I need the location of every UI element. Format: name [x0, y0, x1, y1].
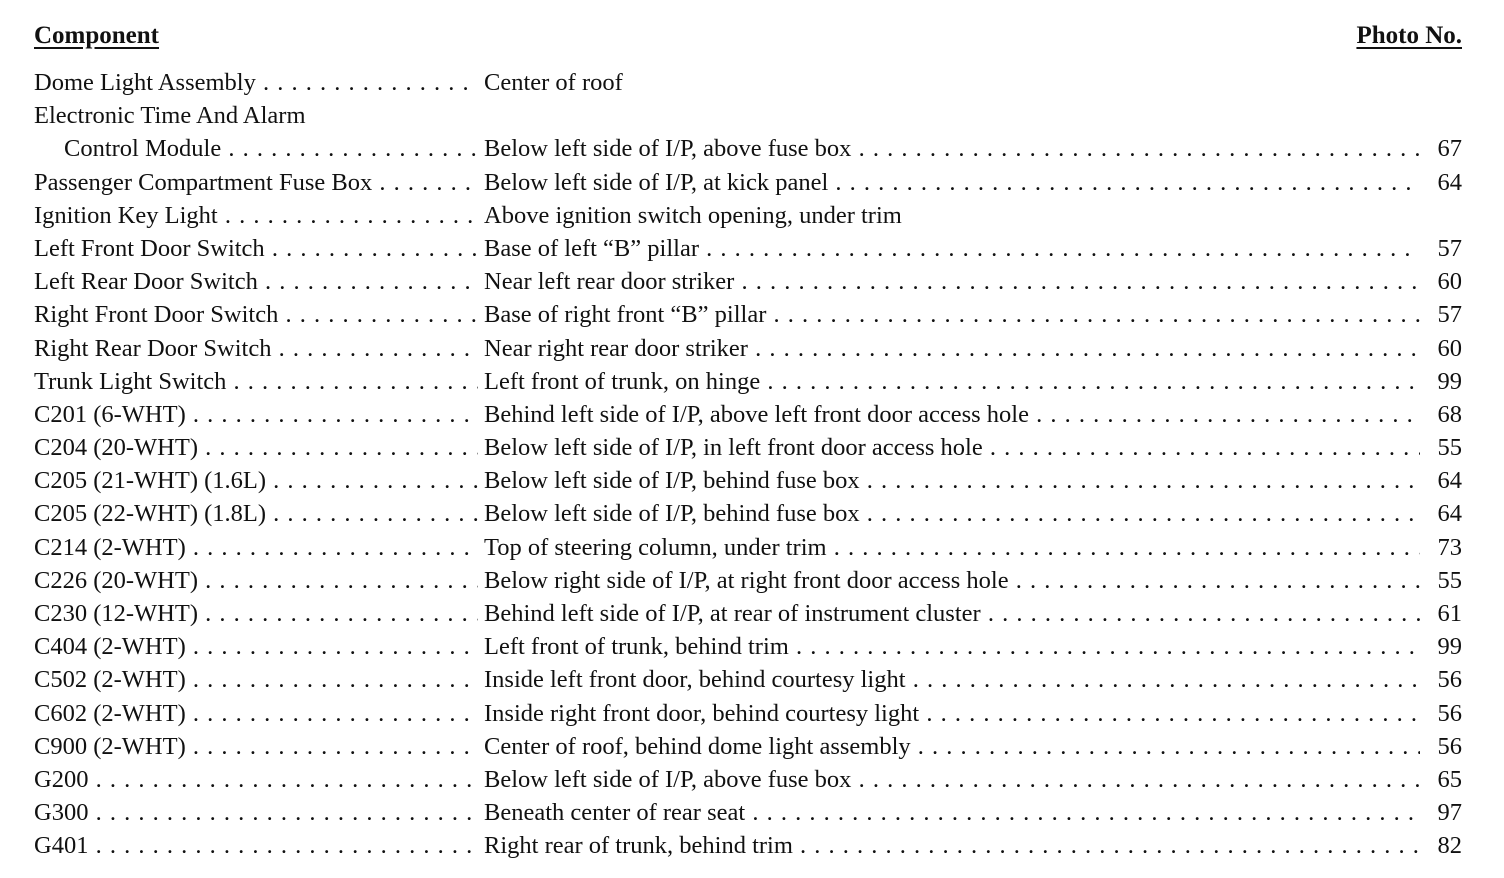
table-row: [34, 763, 1464, 796]
component-location: Near left rear door striker . . .: [484, 265, 1420, 298]
table-row: [34, 166, 1464, 199]
photo-number: 56: [1422, 697, 1462, 730]
table-row: [34, 99, 1464, 132]
table-row: [34, 132, 1464, 165]
component-location: Below left side of I/P, behind fuse box . . .: [484, 464, 1420, 497]
component-location: Below left side of I/P, above fuse box . . .: [484, 763, 1420, 796]
component-location: Inside right front door, behind courtesy light . . .: [484, 697, 1420, 730]
photo-number: 65: [1422, 763, 1462, 796]
table-row: [34, 697, 1464, 730]
component-name: C226 (20-WHT) . . .: [34, 564, 478, 597]
component-name: Trunk Light Switch . . .: [34, 365, 478, 398]
component-name: Left Front Door Switch . . .: [34, 232, 478, 265]
photo-number: 68: [1422, 398, 1462, 431]
photo-number: 64: [1422, 464, 1462, 497]
photo-number: 55: [1422, 431, 1462, 464]
component-location: Below left side of I/P, in left front door access hole . . .: [484, 431, 1420, 464]
component-location: Left front of trunk, on hinge . . .: [484, 365, 1420, 398]
component-name: C900 (2-WHT) . . .: [34, 730, 478, 763]
table-row: [34, 497, 1464, 530]
component-name: Left Rear Door Switch . . .: [34, 265, 478, 298]
component-name: Right Front Door Switch . . .: [34, 298, 478, 331]
table-row: [34, 630, 1464, 663]
photo-number: 60: [1422, 332, 1462, 365]
photo-number: 60: [1422, 265, 1462, 298]
component-location: Behind left side of I/P, above left front door access hole . . .: [484, 398, 1420, 431]
component-name: C201 (6-WHT) . . .: [34, 398, 478, 431]
component-name: Ignition Key Light . . .: [34, 199, 478, 232]
component-name: Passenger Compartment Fuse Box . . .: [34, 166, 478, 199]
table-row: [34, 663, 1464, 696]
table-row: [34, 398, 1464, 431]
photo-number: 82: [1422, 829, 1462, 862]
component-location: Below left side of I/P, behind fuse box . . .: [484, 497, 1420, 530]
component-location: Base of left “B” pillar . . .: [484, 232, 1420, 265]
table-row: [34, 564, 1464, 597]
table-row: [34, 199, 1464, 232]
component-location: Near right rear door striker . . .: [484, 332, 1420, 365]
component-name: C214 (2-WHT) . . .: [34, 531, 478, 564]
photo-number: 99: [1422, 630, 1462, 663]
photo-number: 57: [1422, 232, 1462, 265]
component-location: Center of roof, behind dome light assembly . . .: [484, 730, 1420, 763]
photo-number: 57: [1422, 298, 1462, 331]
table-row: [34, 332, 1464, 365]
component-name: C602 (2-WHT) . . .: [34, 697, 478, 730]
table-row: [34, 730, 1464, 763]
component-name: Control Module . . .: [64, 132, 478, 165]
table-rows: [34, 66, 1464, 863]
component-name: G200 . . .: [34, 763, 478, 796]
component-name: C230 (12-WHT) . . .: [34, 597, 478, 630]
component-name: Right Rear Door Switch . . .: [34, 332, 478, 365]
component-location: Left front of trunk, behind trim . . .: [484, 630, 1420, 663]
table-row: [34, 265, 1464, 298]
component-location: Center of roof: [484, 69, 623, 96]
component-location: Base of right front “B” pillar . . .: [484, 298, 1420, 331]
photo-number: 67: [1422, 132, 1462, 165]
table-row: [34, 365, 1464, 398]
component-name: C205 (21-WHT) (1.6L) . . .: [34, 464, 478, 497]
photo-number: 64: [1422, 497, 1462, 530]
component-name: Dome Light Assembly . . .: [34, 66, 478, 99]
photo-number: 99: [1422, 365, 1462, 398]
component-location: Below left side of I/P, above fuse box . . .: [484, 132, 1420, 165]
component-location: Right rear of trunk, behind trim . . .: [484, 829, 1420, 862]
table-row: [34, 597, 1464, 630]
component-location: Behind left side of I/P, at rear of instrument cluster . . .: [484, 597, 1420, 630]
photo-number: 64: [1422, 166, 1462, 199]
component-name: G401 . . .: [34, 829, 478, 862]
component-location: Above ignition switch opening, under trim: [484, 201, 902, 229]
photo-number: 73: [1422, 531, 1462, 564]
table-row: [34, 232, 1464, 265]
component-location: Below right side of I/P, at right front door access hole . . .: [484, 564, 1420, 597]
table-row: [34, 464, 1464, 497]
table-row: [34, 796, 1464, 829]
photo-no-column-header: Photo No.: [1356, 22, 1462, 49]
table-row: [34, 431, 1464, 464]
component-location: Below left side of I/P, at kick panel . . .: [484, 166, 1420, 199]
photo-number: 56: [1422, 730, 1462, 763]
photo-number: 55: [1422, 564, 1462, 597]
component-location: Top of steering column, under trim . . .: [484, 531, 1420, 564]
table-row: [34, 531, 1464, 564]
table-row: [34, 298, 1464, 331]
table-row: [34, 829, 1464, 862]
component-location-table: [34, 22, 1464, 863]
component-location: Beneath center of rear seat . . .: [484, 796, 1420, 829]
photo-number: 97: [1422, 796, 1462, 829]
table-row: [34, 66, 1464, 99]
component-column-header: Component: [34, 22, 160, 49]
component-name: G300 . . .: [34, 796, 478, 829]
component-location: Inside left front door, behind courtesy light . . .: [484, 663, 1420, 696]
photo-number: 61: [1422, 597, 1462, 630]
photo-number: 56: [1422, 663, 1462, 696]
component-name: C204 (20-WHT) . . .: [34, 431, 478, 464]
component-name: C404 (2-WHT) . . .: [34, 630, 478, 663]
component-name: C205 (22-WHT) (1.8L) . . .: [34, 497, 478, 530]
component-name: Electronic Time And Alarm: [34, 102, 306, 130]
table-header: [34, 22, 1464, 66]
component-name: C502 (2-WHT) . . .: [34, 663, 478, 696]
